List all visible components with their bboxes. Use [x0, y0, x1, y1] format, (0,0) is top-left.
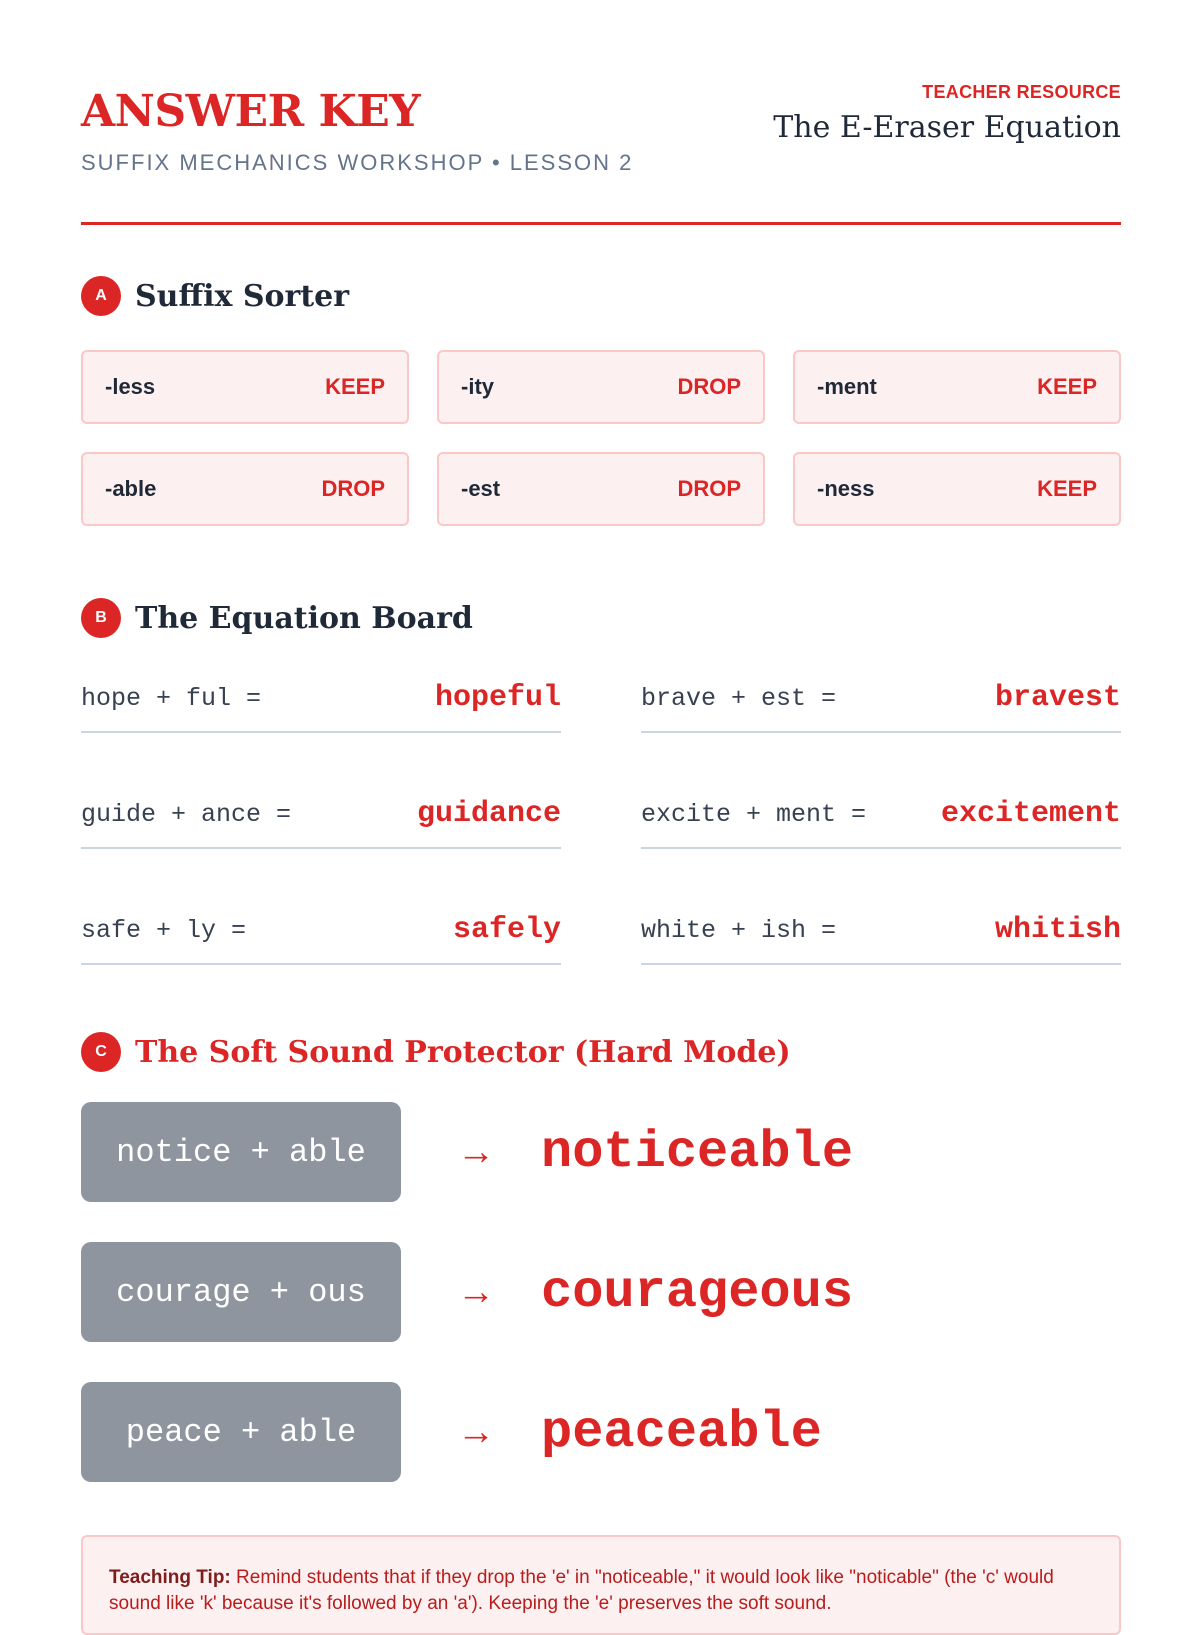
suffix-verdict: DROP [321, 476, 385, 501]
workshop-subtitle: SUFFIX MECHANICS WORKSHOP • LESSON 2 [81, 150, 634, 175]
tip-label: Teaching Tip: [109, 1567, 231, 1588]
arrow-right-icon: → [457, 1270, 495, 1313]
section-c-badge: C [81, 1032, 121, 1072]
arrow-right-icon: → [457, 1130, 495, 1173]
equation-answer: excitement [940, 797, 1121, 831]
equation-problem: white + ish = [641, 915, 837, 945]
section-a-title: Suffix Sorter [135, 278, 350, 314]
section-c-title: The Soft Sound Protector (Hard Mode) [135, 1034, 791, 1070]
equation-row [81, 665, 561, 733]
soft-sound-list [81, 1102, 1121, 1522]
suffix-label: -ness [817, 476, 875, 501]
equation-row [641, 897, 1121, 965]
suffix-card [793, 350, 1121, 424]
suffix-card [437, 452, 765, 526]
equation-problem: safe + ly = [81, 915, 247, 945]
combined-word: peaceable [541, 1402, 822, 1462]
suffix-verdict: DROP [677, 374, 741, 399]
equation-answer: bravest [994, 681, 1121, 715]
combined-word: noticeable [541, 1122, 854, 1182]
suffix-label: -able [105, 476, 157, 501]
equation-row [641, 665, 1121, 733]
soft-sound-row [81, 1242, 1121, 1342]
worksheet-page [81, 0, 1121, 1614]
soft-sound-row [81, 1382, 1121, 1482]
suffix-card [437, 350, 765, 424]
equation-row [641, 781, 1121, 849]
suffix-label: -est [461, 476, 501, 501]
equation-problem: brave + est = [641, 683, 837, 713]
suffix-verdict: KEEP [1037, 374, 1097, 399]
word-parts-pill: courage + ous [81, 1242, 401, 1342]
lesson-title: The E-Eraser Equation [773, 110, 1121, 145]
suffix-verdict: KEEP [325, 374, 385, 399]
section-b-badge: B [81, 598, 121, 638]
suffix-verdict: DROP [677, 476, 741, 501]
equation-row [81, 781, 561, 849]
equation-answer: whitish [994, 913, 1121, 947]
section-a-badge: A [81, 276, 121, 316]
suffix-label: -ment [817, 374, 877, 399]
equation-answer: safely [452, 913, 561, 947]
section-b-title: The Equation Board [135, 600, 473, 636]
word-parts-pill: peace + able [81, 1382, 401, 1482]
equation-answer: hopeful [434, 681, 561, 715]
suffix-label: -ity [461, 374, 494, 399]
resource-tag: TEACHER RESOURCE [922, 82, 1121, 102]
suffix-card [81, 350, 409, 424]
soft-sound-row [81, 1102, 1121, 1202]
equation-problem: excite + ment = [641, 799, 867, 829]
equation-problem: hope + ful = [81, 683, 262, 713]
page-title: ANSWER KEY [81, 86, 421, 137]
equation-row [81, 897, 561, 965]
equation-board [81, 665, 1121, 1013]
section-a-heading [81, 276, 349, 316]
suffix-card [793, 452, 1121, 526]
answer-key-header [81, 80, 1121, 225]
equation-answer: guidance [416, 797, 561, 831]
suffix-label: -less [105, 374, 156, 399]
suffix-card [81, 452, 409, 526]
equation-problem: guide + ance = [81, 799, 292, 829]
section-c-heading [81, 1032, 791, 1072]
word-parts-pill: notice + able [81, 1102, 401, 1202]
teaching-tip [81, 1535, 1121, 1635]
tip-text: Remind students that if they drop the 'e' in "noticeable," it would look like "noticable" (the 'c' would sound like 'k' because it's followed by an 'a'). Keeping the 'e' preserves the soft sound. [109, 1567, 1054, 1614]
combined-word: courageous [541, 1262, 854, 1322]
section-b-heading [81, 598, 473, 638]
arrow-right-icon: → [457, 1410, 495, 1453]
suffix-verdict: KEEP [1037, 476, 1097, 501]
suffix-sorter-grid [81, 350, 1121, 526]
